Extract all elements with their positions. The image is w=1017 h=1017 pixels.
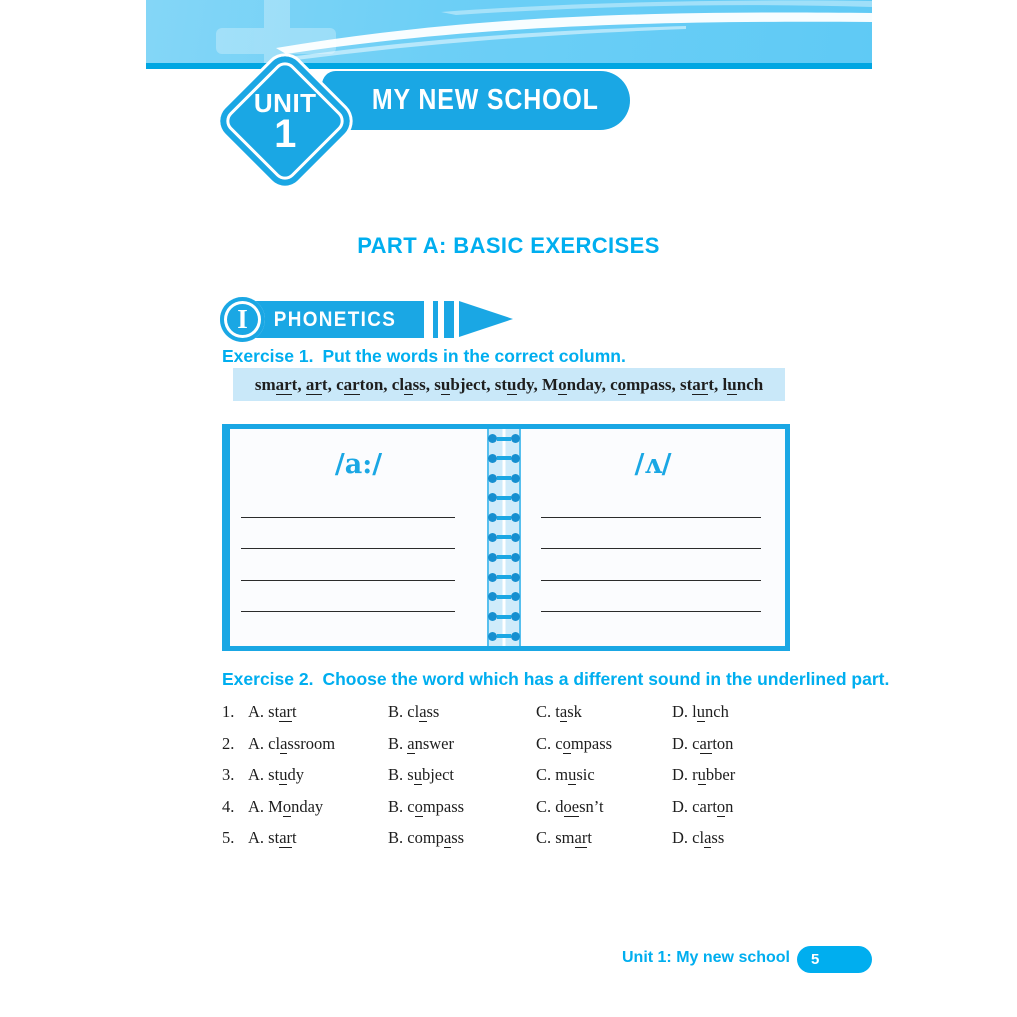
exercise2-instruction: Choose the word which has a different sound in the underlined part. <box>322 669 890 689</box>
word-item: lunch <box>722 374 764 394</box>
underlined-sound: u <box>696 702 706 721</box>
exercise2-heading <box>222 669 889 690</box>
notebook-graphic <box>222 424 790 651</box>
exercise2-label: Exercise 2. <box>222 669 314 689</box>
exercise2-question-list <box>222 696 802 854</box>
word-item: subject <box>434 374 487 394</box>
answer-blank-line <box>541 517 761 518</box>
underlined-sound: u <box>697 765 706 784</box>
underlined-sound: u <box>413 765 422 784</box>
answer-blank-line <box>541 548 761 549</box>
answer-option: A. start <box>248 702 297 721</box>
word-item: study <box>494 374 534 394</box>
underlined-sound: o <box>282 796 292 816</box>
underlined-sound: ar <box>279 702 293 721</box>
question-row <box>222 822 802 854</box>
answer-option: D. carton <box>672 796 734 816</box>
answer-blank-line <box>541 580 761 581</box>
underlined-sound: ar <box>275 374 292 394</box>
spiral-ring-icon <box>488 573 520 582</box>
spiral-binding-icon <box>487 429 521 646</box>
footer-unit-label: Unit 1: My new school <box>621 949 790 966</box>
answer-blank-line <box>241 548 455 549</box>
question-number: 3. <box>222 765 235 784</box>
answer-option: D. rubber <box>672 765 736 784</box>
answer-option: C. task <box>536 702 582 721</box>
word-box-text: smart, art, carton, class, subject, study, Monday, compass, start, lunch <box>254 374 764 394</box>
answer-option: C. compass <box>536 733 613 753</box>
pencil-tip-icon <box>459 301 513 337</box>
underlined-sound: o <box>414 796 423 816</box>
unit-badge-word: UNIT <box>253 87 317 118</box>
unit-badge-diamond <box>213 49 357 193</box>
spiral-ring-icon <box>488 474 520 483</box>
question-row <box>222 728 802 760</box>
answer-option: D. lunch <box>672 702 729 721</box>
word-item: smart <box>254 374 298 394</box>
section-index-badge <box>220 297 265 342</box>
spiral-ring-icon <box>488 454 520 463</box>
answer-blank-line <box>241 611 455 612</box>
underlined-sound: u <box>568 765 577 784</box>
underlined-sound: o <box>716 796 726 816</box>
pencil-stripe <box>444 301 454 338</box>
spiral-ring-icon <box>488 612 520 621</box>
underlined-sound: o <box>562 733 571 753</box>
underlined-sound: a <box>280 733 288 753</box>
underlined-sound: ar <box>305 374 322 394</box>
spiral-ring-icon <box>488 434 520 443</box>
answer-option: A. classroom <box>248 733 336 753</box>
answer-option: B. compass <box>388 796 465 816</box>
page-number-pill <box>797 946 872 973</box>
unit-title-pill <box>322 71 630 130</box>
underlined-sound: u <box>507 374 517 394</box>
page-number: 5 <box>811 951 820 968</box>
word-item: compass <box>610 374 672 394</box>
underlined-sound: a <box>704 828 712 847</box>
underlined-sound: a <box>407 733 415 753</box>
answer-option: B. class <box>388 702 440 721</box>
underlined-sound: o <box>558 374 567 394</box>
pencil-stripe <box>433 301 438 338</box>
answer-blank-line <box>241 580 455 581</box>
word-item: start <box>679 374 714 394</box>
answer-option: C. smart <box>536 828 592 847</box>
question-number: 4. <box>222 796 235 816</box>
word-item: carton <box>336 374 384 394</box>
exercise1-heading <box>222 346 626 367</box>
answer-option: C. doesn’t <box>536 796 604 816</box>
answer-option: A. Monday <box>248 796 324 816</box>
spiral-ring-icon <box>488 592 520 601</box>
spiral-ring-icon <box>488 553 520 562</box>
underlined-sound: a <box>443 828 452 847</box>
underlined-sound: a <box>404 374 413 394</box>
section-title: PHONETICS <box>273 308 397 331</box>
underlined-sound: o <box>617 374 627 394</box>
underlined-sound: ar <box>699 733 713 753</box>
exercise1-instruction: Put the words in the correct column. <box>322 346 626 366</box>
underlined-sound: a <box>559 702 568 721</box>
column-header-a: /a:/ <box>334 449 383 480</box>
word-item: art <box>305 374 328 394</box>
question-row <box>222 696 802 728</box>
question-number: 1. <box>222 702 235 721</box>
unit-badge <box>214 50 356 192</box>
answer-option: C. music <box>536 765 595 784</box>
answer-option: B. compass <box>388 828 465 847</box>
underlined-sound: ar <box>279 828 293 847</box>
underlined-sound: ar <box>692 374 709 394</box>
question-number: 5. <box>222 828 235 847</box>
spiral-ring-icon <box>488 533 520 542</box>
unit-badge-number: 1 <box>273 111 297 156</box>
answer-option: B. answer <box>388 733 454 753</box>
underlined-sound: u <box>440 374 451 394</box>
exercise1-label: Exercise 1. <box>222 346 314 366</box>
underlined-sound: u <box>727 374 737 394</box>
answer-option: D. class <box>672 828 725 847</box>
answer-blank-line <box>241 517 455 518</box>
answer-option: D. carton <box>672 733 734 753</box>
underlined-sound: ar <box>574 828 588 847</box>
underlined-sound: ar <box>343 374 360 394</box>
section-index-label: I <box>237 304 248 334</box>
underlined-sound: a <box>419 702 427 721</box>
answer-blank-line <box>541 611 761 612</box>
underlined-sound: oe <box>563 796 580 816</box>
spiral-ring-icon <box>488 632 520 641</box>
word-item: Monday <box>542 374 602 394</box>
word-box <box>233 368 785 401</box>
spiral-ring-icon <box>488 493 520 502</box>
question-row <box>222 759 802 791</box>
answer-option: A. start <box>248 828 297 847</box>
spiral-ring-icon <box>488 513 520 522</box>
question-number: 2. <box>222 733 235 753</box>
word-item: class <box>391 374 426 394</box>
column-header-uh: /ʌ/ <box>634 449 672 480</box>
answer-option: B. subject <box>388 765 455 784</box>
underlined-sound: u <box>279 765 288 784</box>
part-heading: PART A: BASIC EXERCISES <box>357 233 660 258</box>
question-row <box>222 791 802 823</box>
answer-option: A. study <box>248 765 304 784</box>
unit-title: MY NEW SCHOOL <box>371 84 599 116</box>
